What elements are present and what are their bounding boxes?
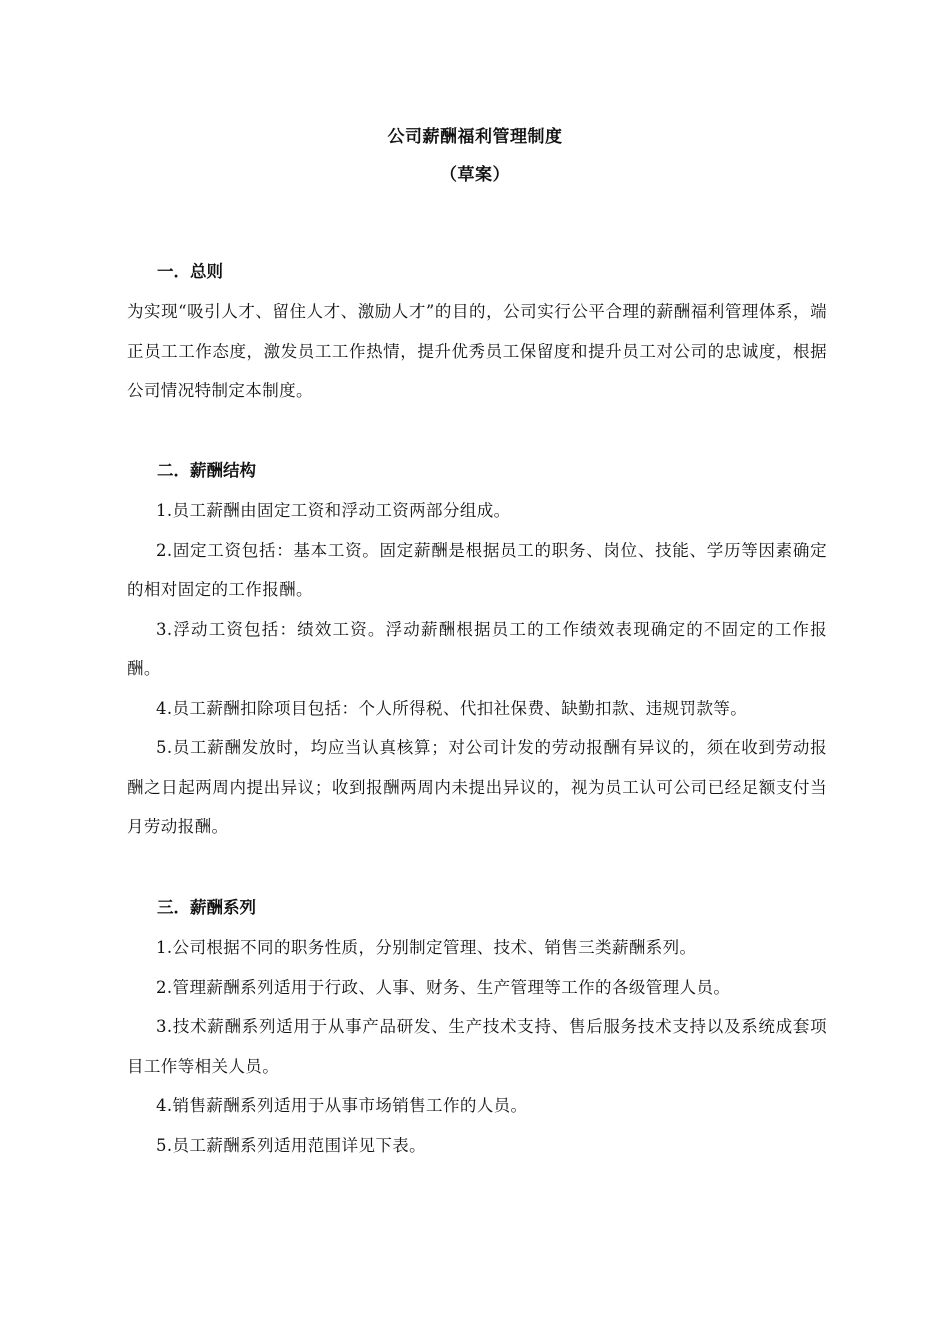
list-item: 4.员工薪酬扣除项目包括：个人所得税、代扣社保费、缺勤扣款、违规罚款等。 (156, 698, 748, 718)
section-paragraph: 为实现“吸引人才、留住人才、激励人才”的目的，公司实行公平合理的薪酬福利管理体系，端正员工工作态度，激发员工工作热情，提升优秀员工保留度和提升员工对公司的忠诚度，根据公司情况特制定本制度。 (127, 302, 827, 400)
list-item: 5.员工薪酬系列适用范围详见下表。 (156, 1135, 427, 1155)
list-item: 5.员工薪酬发放时，均应当认真核算；对公司计发的劳动报酬有异议的，须在收到劳动报酬之日起两周内提出异议；收到报酬两周内未提出异议的，视为员工认可公司已经足额支付当月劳动报酬。 (127, 738, 827, 836)
document-subtitle: （草案） (440, 165, 510, 185)
list-item: 4.销售薪酬系列适用于从事市场销售工作的人员。 (156, 1096, 528, 1115)
section-salary-series (127, 888, 827, 1165)
section-heading: 三．薪酬系列 (157, 898, 256, 917)
section-general (127, 252, 827, 411)
list-item: 3.浮动工资包括：绩效工资。浮动薪酬根据员工的工作绩效表现确定的不固定的工作报酬。 (127, 619, 827, 678)
section-heading: 一．总则 (157, 262, 223, 281)
list-item: 2.固定工资包括：基本工资。固定薪酬是根据员工的职务、岗位、技能、学历等因素确定的相对固定的工作报酬。 (127, 540, 827, 599)
section-salary-structure (127, 451, 827, 847)
section-heading: 二．薪酬结构 (157, 461, 256, 480)
list-item: 3.技术薪酬系列适用于从事产品研发、生产技术支持、售后服务技术支持以及系统成套项目工作等相关人员。 (127, 1017, 827, 1076)
list-item: 1.员工薪酬由固定工资和浮动工资两部分组成。 (156, 501, 511, 520)
document-title: 公司薪酬福利管理制度 (387, 127, 563, 147)
list-item: 2.管理薪酬系列适用于行政、人事、财务、生产管理等工作的各级管理人员。 (156, 977, 731, 997)
list-item: 1.公司根据不同的职务性质，分别制定管理、技术、销售三类薪酬系列。 (156, 938, 697, 957)
